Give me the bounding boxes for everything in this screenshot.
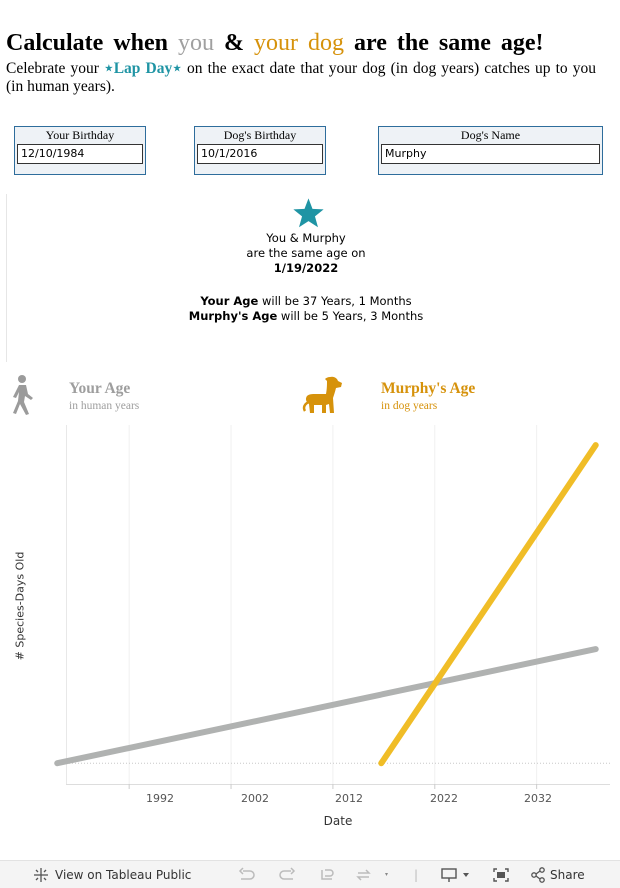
your-birthday-param <box>14 126 146 175</box>
result-line-2: are the same age on <box>246 246 366 260</box>
x-tick-label: 1992 <box>146 792 174 805</box>
legend-you-title: Your Age <box>69 380 131 397</box>
age-chart <box>0 420 620 790</box>
download-icon <box>440 867 472 883</box>
share-button[interactable] <box>530 861 585 888</box>
dog-icon <box>300 374 344 416</box>
x-axis-label: Date <box>323 814 353 828</box>
revert-icon <box>318 867 336 883</box>
y-axis-label: # Species-Days Old <box>13 551 27 661</box>
subtitle-end: on the exact date that your dog (in dog years) catches up to you (in human years). <box>6 60 597 95</box>
x-tick-label: 2012 <box>335 792 363 805</box>
dog-age-result-label: Murphy's Age <box>188 309 278 323</box>
your-age-result <box>6 294 606 308</box>
x-tick-label: 2022 <box>430 792 458 805</box>
human-age-line <box>57 649 595 763</box>
page-title <box>6 30 544 57</box>
page-subtitle <box>6 60 596 96</box>
legend-dog-subtitle: in dog years <box>381 400 438 412</box>
dog-birthday-param <box>194 126 326 175</box>
dog-birthday-input[interactable]: 10/1/2016 <box>197 144 323 164</box>
refresh-button[interactable] <box>355 861 389 888</box>
dog-birthday-label: Dog's Birthday <box>223 128 297 142</box>
your-age-result-label: Your Age <box>200 294 259 308</box>
dog-age-result-value: will be 5 Years, 3 Months <box>277 309 424 323</box>
title-you: you <box>178 30 214 56</box>
walking-person-icon <box>8 374 38 416</box>
x-tick-label: 2002 <box>241 792 269 805</box>
fullscreen-button[interactable] <box>492 861 510 888</box>
tableau-logo-icon <box>33 867 49 883</box>
title-your-dog: your dog <box>254 30 344 56</box>
view-on-tableau-button[interactable] <box>33 861 191 888</box>
your-birthday-label: Your Birthday <box>45 128 115 142</box>
legend-you-subtitle: in human years <box>69 400 140 412</box>
redo-icon <box>278 867 296 883</box>
title-amp: & <box>224 30 244 56</box>
share-label: Share <box>550 867 585 882</box>
same-age-date: 1/19/2022 <box>273 261 339 275</box>
title-text: Calculate when <box>6 30 168 56</box>
redo-button[interactable] <box>278 861 296 888</box>
revert-button[interactable] <box>318 861 336 888</box>
download-button[interactable] <box>440 861 472 888</box>
dog-name-param <box>378 126 603 175</box>
lap-day-label: ⋆Lap Day⋆ <box>104 60 182 77</box>
subtitle-start: Celebrate your <box>6 60 99 77</box>
share-icon <box>530 867 546 883</box>
undo-icon <box>238 867 256 883</box>
tableau-toolbar <box>0 860 620 888</box>
dog-age-result <box>6 309 606 323</box>
your-birthday-input[interactable]: 12/10/1984 <box>17 144 143 164</box>
x-tick-label: 2032 <box>524 792 552 805</box>
refresh-icon <box>355 867 389 883</box>
divider <box>6 194 7 362</box>
undo-button[interactable] <box>238 861 256 888</box>
title-end: are the same age! <box>354 30 544 56</box>
star-icon <box>292 197 325 230</box>
view-on-tableau-label: View on Tableau Public <box>55 867 192 882</box>
your-age-result-value: will be 37 Years, 1 Months <box>258 294 412 308</box>
result-line-1: You & Murphy <box>266 231 346 245</box>
toolbar-separator: | <box>414 867 419 882</box>
dog-age-line <box>381 445 595 763</box>
dog-name-label: Dog's Name <box>460 128 521 142</box>
dog-name-input[interactable]: Murphy <box>381 144 600 164</box>
fullscreen-icon <box>492 867 510 883</box>
legend-dog-title: Murphy's Age <box>381 380 476 397</box>
